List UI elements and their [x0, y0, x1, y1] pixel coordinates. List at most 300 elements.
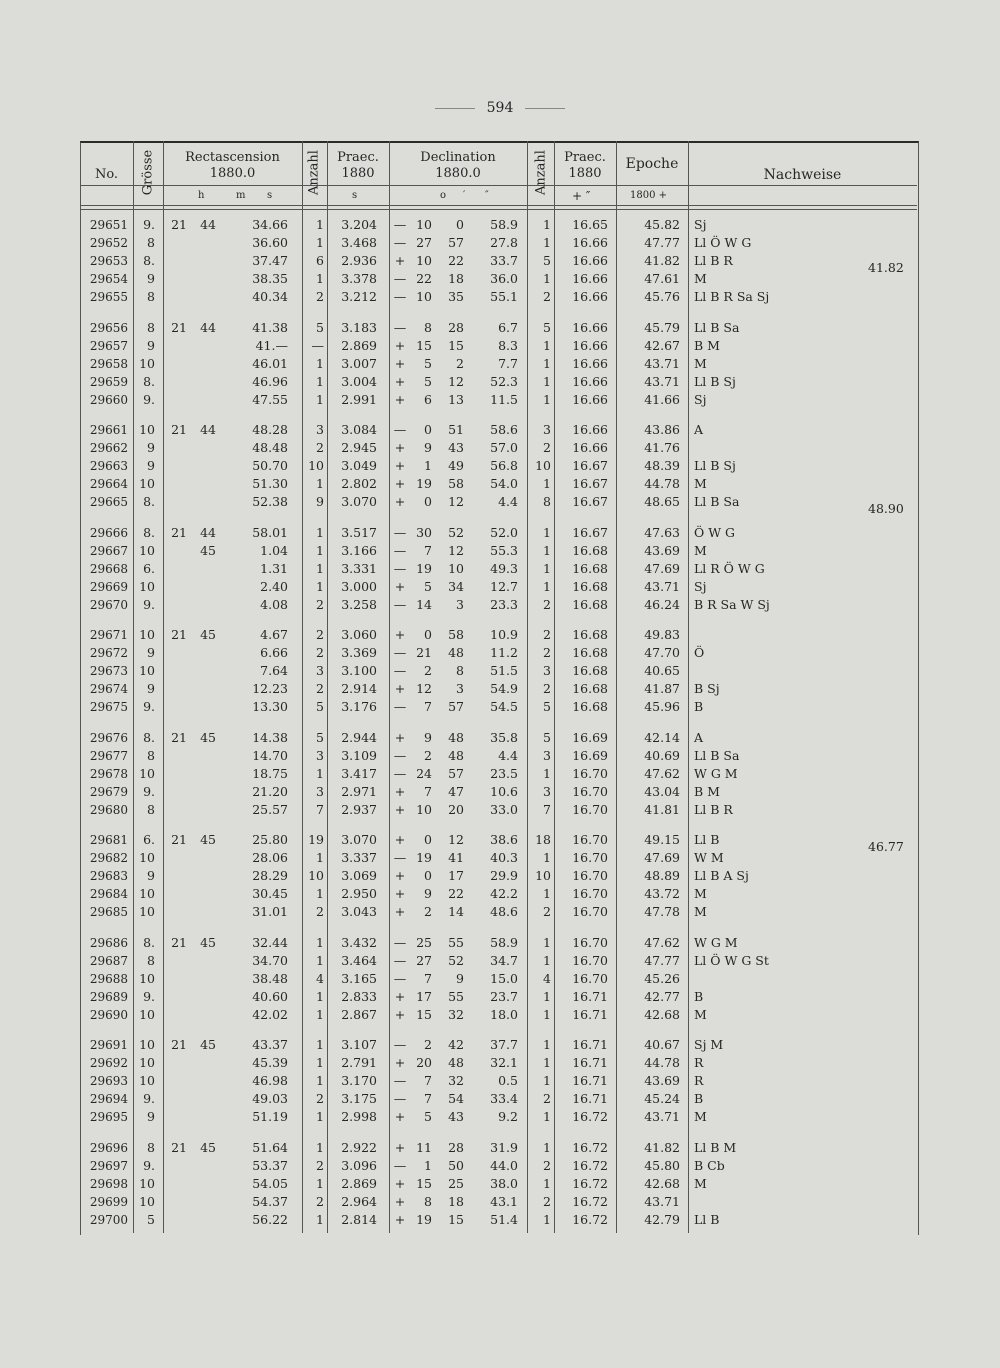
cell-no: 29679: [89, 784, 128, 799]
header-ra-epoch: 1880.0: [209, 166, 256, 181]
cell-ra-s: 28.06: [252, 850, 288, 865]
cell-anzahl: 1: [316, 886, 324, 901]
cell-praec-decl: 16.71: [572, 1073, 608, 1088]
cell-epoche: 43.71: [644, 1193, 680, 1209]
cell-praec-ra: 3.165: [341, 970, 377, 986]
cell-ra-s: 1.04: [260, 542, 288, 558]
cell-groesse: 9.: [143, 783, 155, 799]
cell-praec-decl: 16.72: [572, 1211, 608, 1227]
cell-decl-sign: —: [393, 747, 407, 763]
cell-epoche: 45.82: [644, 217, 680, 232]
cell-ra-s: 28.29: [252, 868, 288, 883]
cell-no: 29662: [89, 441, 128, 455]
cell-decl-min: 47: [448, 783, 464, 799]
cell-praec-decl: 16.68: [572, 627, 608, 642]
cell-praec-ra: 3.049: [341, 458, 377, 473]
cell-no: 29675: [89, 700, 128, 714]
cell-decl-sign: —: [393, 1157, 407, 1173]
cell-ra-s: 43.37: [252, 1037, 288, 1052]
cell-praec-decl: 16.67: [572, 458, 608, 473]
cell-anzahl: 10: [308, 868, 324, 883]
cell-nachweise: Ll B R: [694, 801, 733, 817]
cell-ra-s: 32.44: [252, 934, 288, 950]
cell-decl-sec: 52.3: [490, 373, 518, 389]
cell-praec-decl: 16.68: [572, 578, 608, 594]
cell-epoche: 47.77: [644, 235, 680, 250]
cell-praec-ra: 3.096: [341, 1157, 377, 1173]
cell-anzahl-2: 3: [543, 663, 551, 678]
cell-no: 29695: [89, 1110, 128, 1124]
cell-praec-ra: 3.170: [341, 1073, 377, 1088]
cell-epoche: 41.87: [644, 681, 680, 696]
cell-decl-min: 22: [448, 886, 464, 901]
cell-anzahl-2: 10: [535, 458, 551, 473]
cell-anzahl: 9: [316, 494, 324, 509]
cell-anzahl-2: 1: [543, 524, 551, 540]
cell-decl-deg: 25: [416, 934, 432, 950]
cell-decl-sign: —: [393, 952, 407, 968]
cell-decl-sec: 4.4: [498, 747, 518, 763]
cell-anzahl-2: 10: [535, 868, 551, 883]
header-praec-ra: Praec.: [337, 150, 379, 165]
cell-anzahl-2: 2: [543, 627, 551, 642]
cell-decl-sec: 56.8: [490, 458, 518, 473]
cell-decl-sign: +: [394, 1109, 406, 1124]
cell-ra-s: 52.38: [252, 494, 288, 509]
cell-praec-ra: 2.991: [341, 391, 377, 407]
cell-anzahl: 3: [316, 663, 324, 678]
cell-decl-sign: +: [394, 440, 406, 455]
cell-decl-sign: +: [394, 832, 406, 847]
cell-decl-sec: 48.6: [490, 904, 518, 919]
cell-decl-sign: —: [393, 1073, 407, 1088]
cell-decl-min: 17: [448, 868, 464, 883]
cell-groesse: 9.: [143, 217, 155, 232]
cell-nachweise: M: [694, 904, 707, 919]
cell-groesse: 10: [139, 422, 155, 437]
cell-groesse: 8: [147, 319, 155, 335]
cell-groesse: 9: [147, 868, 155, 883]
cell-decl-sign: —: [393, 765, 407, 781]
cell-groesse: 10: [139, 765, 155, 781]
cell-anzahl-2: 1: [543, 886, 551, 901]
cell-praec-decl: 16.71: [572, 1006, 608, 1022]
cell-decl-min: 51: [448, 422, 464, 437]
cell-anzahl: 1: [316, 1006, 324, 1022]
cell-groesse: 10: [139, 850, 155, 865]
cell-decl-sec: 43.1: [490, 1193, 518, 1209]
cell-decl-sign: +: [394, 729, 406, 745]
header-praec-ra-unit: s: [352, 190, 358, 201]
margin-note: 48.90: [868, 501, 904, 516]
header-nachweise: Nachweise: [763, 167, 842, 183]
cell-decl-min: 48: [448, 1055, 464, 1070]
cell-decl-sign: +: [394, 458, 406, 473]
cell-ra-s: 4.08: [260, 596, 288, 612]
cell-decl-sec: 54.0: [490, 476, 518, 491]
cell-anzahl-2: 1: [543, 542, 551, 558]
cell-decl-sign: +: [394, 1193, 406, 1209]
cell-no: 29661: [89, 423, 128, 437]
cell-decl-sec: 10.9: [490, 627, 518, 642]
cell-ra-s: 31.01: [252, 904, 288, 919]
cell-decl-deg: 19: [416, 560, 432, 576]
cell-nachweise: Ll B Sa: [694, 494, 740, 509]
cell-anzahl-2: 5: [543, 253, 551, 268]
cell-decl-sign: —: [393, 319, 407, 335]
cell-groesse: 8: [147, 952, 155, 968]
cell-no: 29667: [89, 543, 128, 558]
cell-decl-min: 54: [448, 1091, 464, 1106]
cell-epoche: 47.78: [644, 904, 680, 919]
cell-nachweise: B M: [694, 783, 720, 799]
cell-groesse: 9.: [143, 596, 155, 612]
cell-ra-s: 34.70: [252, 952, 288, 968]
cell-nachweise: M: [694, 1175, 707, 1191]
cell-praec-ra: 2.937: [341, 801, 377, 817]
cell-ra-s: 42.02: [252, 1006, 288, 1022]
cell-decl-deg: 5: [424, 1109, 432, 1124]
cell-decl-sec: 57.0: [490, 440, 518, 455]
cell-decl-min: 12: [448, 832, 464, 847]
cell-anzahl-2: 1: [543, 476, 551, 491]
cell-decl-sec: 51.4: [490, 1211, 518, 1227]
cell-anzahl: 1: [316, 373, 324, 389]
cell-ra-s: 18.75: [252, 765, 288, 781]
cell-groesse: 5: [147, 1211, 155, 1227]
cell-praec-ra: 3.100: [341, 663, 377, 678]
cell-decl-deg: 2: [424, 904, 432, 919]
cell-groesse: 8: [147, 289, 155, 304]
cell-decl-min: 43: [448, 440, 464, 455]
cell-decl-sec: 23.3: [490, 596, 518, 612]
cell-nachweise: M: [694, 886, 707, 901]
cell-praec-decl: 16.70: [572, 765, 608, 781]
cell-praec-decl: 16.66: [572, 440, 608, 455]
cell-decl-min: 34: [448, 578, 464, 594]
cell-decl-sec: 0.5: [498, 1073, 518, 1088]
cell-praec-decl: 16.72: [572, 1139, 608, 1155]
cell-anzahl: 1: [316, 1055, 324, 1070]
cell-decl-deg: 10: [416, 217, 432, 232]
cell-anzahl-2: 3: [543, 783, 551, 799]
cell-decl-sign: +: [394, 476, 406, 491]
cell-ra-s: 14.38: [252, 729, 288, 745]
cell-decl-sign: +: [394, 1211, 406, 1227]
cell-decl-deg: 14: [416, 596, 432, 612]
cell-decl-min: 58: [448, 476, 464, 491]
cell-anzahl: 6: [316, 253, 324, 268]
cell-anzahl-2: 18: [535, 832, 551, 847]
cell-praec-ra: 2.944: [341, 729, 377, 745]
cell-nachweise: W G M: [694, 934, 738, 950]
cell-praec-ra: 3.517: [341, 524, 377, 540]
cell-decl-sec: 32.1: [490, 1055, 518, 1070]
cell-no: 29652: [89, 236, 128, 250]
col-divider: [163, 141, 164, 1233]
cell-anzahl-2: 2: [543, 1193, 551, 1209]
cell-praec-ra: 2.964: [341, 1193, 377, 1209]
cell-groesse: 8.: [143, 729, 155, 745]
cell-nachweise: B: [694, 699, 704, 714]
cell-ra-h: 21: [171, 627, 187, 642]
cell-anzahl: 1: [316, 952, 324, 968]
cell-groesse: 9: [147, 440, 155, 455]
cell-nachweise: M: [694, 542, 707, 558]
cell-praec-decl: 16.70: [572, 970, 608, 986]
cell-decl-deg: 9: [424, 440, 432, 455]
cell-praec-decl: 16.68: [572, 645, 608, 660]
cell-decl-deg: 24: [416, 765, 432, 781]
cell-epoche: 44.78: [644, 476, 680, 491]
cell-nachweise: Ll Ö W G St: [694, 952, 769, 968]
cell-decl-min: 57: [448, 699, 464, 714]
cell-no: 29686: [89, 935, 128, 950]
cell-anzahl-2: 1: [543, 1109, 551, 1124]
cell-praec-decl: 16.70: [572, 783, 608, 799]
cell-epoche: 45.76: [644, 289, 680, 304]
cell-decl-min: 57: [448, 765, 464, 781]
cell-ra-h: 21: [171, 1139, 187, 1155]
cell-no: 29694: [89, 1092, 128, 1106]
cell-nachweise: Sj: [694, 391, 707, 407]
cell-praec-ra: 3.417: [341, 765, 377, 781]
cell-praec-ra: 3.432: [341, 934, 377, 950]
cell-ra-s: 51.19: [252, 1109, 288, 1124]
header-decl: Declination: [420, 150, 496, 165]
cell-epoche: 47.62: [644, 934, 680, 950]
cell-decl-deg: 10: [416, 289, 432, 304]
header-decl-epoch: 1880.0: [435, 166, 481, 181]
cell-no: 29659: [89, 374, 128, 389]
cell-decl-sec: 38.6: [490, 832, 518, 847]
cell-praec-ra: 3.337: [341, 850, 377, 865]
cell-ra-m: 44: [200, 319, 216, 335]
cell-anzahl: 1: [316, 1037, 324, 1052]
cell-decl-deg: 7: [424, 1091, 432, 1106]
cell-anzahl-2: 2: [543, 1157, 551, 1173]
cell-nachweise: W G M: [694, 765, 738, 781]
cell-praec-ra: 3.084: [341, 422, 377, 437]
cell-decl-sec: 29.9: [490, 868, 518, 883]
cell-decl-sec: 42.2: [490, 886, 518, 901]
cell-praec-ra: 3.331: [341, 560, 377, 576]
cell-groesse: 10: [139, 542, 155, 558]
cell-anzahl: 3: [316, 783, 324, 799]
cell-ra-s: 1.31: [260, 560, 288, 576]
cell-anzahl: 1: [316, 850, 324, 865]
cell-decl-min: 43: [448, 1109, 464, 1124]
cell-praec-ra: 3.166: [341, 542, 377, 558]
cell-epoche: 41.76: [644, 440, 680, 455]
cell-nachweise: Ö: [694, 645, 705, 660]
cell-decl-deg: 15: [416, 1175, 432, 1191]
cell-decl-deg: 7: [424, 1073, 432, 1088]
cell-praec-decl: 16.70: [572, 904, 608, 919]
cell-epoche: 47.63: [644, 524, 680, 540]
cell-decl-sec: 38.0: [490, 1175, 518, 1191]
cell-decl-min: 3: [456, 596, 464, 612]
cell-decl-sec: 11.5: [490, 391, 518, 407]
header-decl-unit-deg: o: [440, 190, 447, 201]
cell-groesse: 10: [139, 970, 155, 986]
cell-decl-sec: 51.5: [490, 663, 518, 678]
cell-no: 29682: [89, 851, 128, 865]
cell-decl-min: 42: [448, 1037, 464, 1052]
cell-ra-h: 21: [171, 1037, 187, 1052]
cell-praec-decl: 16.70: [572, 832, 608, 847]
cell-anzahl: 2: [316, 596, 324, 612]
header-ra-unit-m: m: [236, 190, 246, 201]
cell-groesse: 9.: [143, 1157, 155, 1173]
cell-decl-sec: 54.5: [490, 699, 518, 714]
header-anzahl-2: Anzahl: [533, 150, 549, 195]
cell-nachweise: R: [694, 1073, 704, 1088]
cell-decl-sign: —: [393, 271, 407, 286]
cell-nachweise: A: [694, 729, 704, 745]
cell-ra-s: 37.47: [252, 253, 288, 268]
cell-decl-sec: 33.4: [490, 1091, 518, 1106]
cell-ra-m: 45: [200, 542, 216, 558]
header-bottom-rule-double: [80, 209, 917, 210]
cell-decl-sign: +: [394, 681, 406, 696]
cell-ra-m: 45: [200, 729, 216, 745]
cell-decl-sign: +: [394, 494, 406, 509]
cell-praec-decl: 16.68: [572, 663, 608, 678]
cell-decl-deg: 15: [416, 337, 432, 353]
cell-decl-deg: 5: [424, 355, 432, 371]
cell-nachweise: B Cb: [694, 1157, 725, 1173]
cell-decl-sign: +: [394, 1175, 406, 1191]
cell-ra-m: 45: [200, 832, 216, 847]
cell-ra-m: 44: [200, 422, 216, 437]
cell-decl-deg: 0: [424, 868, 432, 883]
cell-no: 29690: [89, 1007, 128, 1022]
cell-epoche: 41.82: [644, 1139, 680, 1155]
cell-epoche: 43.86: [644, 422, 680, 437]
cell-ra-s: 41.38: [252, 319, 288, 335]
cell-decl-deg: 9: [424, 729, 432, 745]
cell-anzahl: 2: [316, 681, 324, 696]
cell-ra-s: 48.28: [252, 422, 288, 437]
cell-anzahl: 2: [316, 1157, 324, 1173]
cell-praec-decl: 16.67: [572, 476, 608, 491]
cell-anzahl: 5: [316, 699, 324, 714]
cell-decl-deg: 30: [416, 524, 432, 540]
cell-groesse: 9: [147, 1109, 155, 1124]
cell-ra-s: 48.48: [252, 440, 288, 455]
cell-decl-min: 20: [448, 801, 464, 817]
cell-ra-s: 51.64: [252, 1139, 288, 1155]
cell-anzahl-2: 1: [543, 1175, 551, 1191]
cell-ra-s: 49.03: [252, 1091, 288, 1106]
cell-groesse: 10: [139, 476, 155, 491]
cell-decl-sec: 40.3: [490, 850, 518, 865]
cell-groesse: 8.: [143, 373, 155, 389]
cell-anzahl-2: 1: [543, 952, 551, 968]
cell-ra-s: 51.30: [252, 476, 288, 491]
cell-ra-s: 40.60: [252, 988, 288, 1004]
cell-ra-s: 46.01: [252, 355, 288, 371]
cell-praec-ra: 3.204: [341, 217, 377, 232]
cell-praec-decl: 16.70: [572, 952, 608, 968]
cell-anzahl-2: 5: [543, 729, 551, 745]
cell-anzahl-2: 4: [543, 970, 551, 986]
cell-ra-s: 53.37: [252, 1157, 288, 1173]
header-groesse: Grösse: [140, 149, 156, 196]
cell-decl-deg: 9: [424, 886, 432, 901]
cell-groesse: 8.: [143, 934, 155, 950]
cell-decl-deg: 2: [424, 663, 432, 678]
cell-no: 29671: [89, 628, 128, 642]
cell-ra-m: 45: [200, 627, 216, 642]
cell-groesse: 10: [139, 663, 155, 678]
cell-praec-decl: 16.70: [572, 868, 608, 883]
cell-epoche: 45.80: [644, 1157, 680, 1173]
margin-note: 41.82: [868, 260, 904, 275]
cell-praec-ra: 3.109: [341, 747, 377, 763]
cell-groesse: 10: [139, 355, 155, 371]
cell-decl-deg: 12: [416, 681, 432, 696]
cell-no: 29687: [89, 953, 128, 968]
margin-note: 46.77: [868, 839, 904, 854]
page-number: 594: [486, 100, 514, 116]
cell-anzahl-2: 1: [543, 1055, 551, 1070]
cell-epoche: 47.61: [644, 271, 680, 286]
cell-praec-decl: 16.70: [572, 850, 608, 865]
cell-decl-sec: 10.6: [490, 783, 518, 799]
cell-groesse: 10: [139, 1193, 155, 1209]
cell-praec-decl: 16.71: [572, 1091, 608, 1106]
cell-praec-ra: 2.814: [341, 1211, 377, 1227]
cell-decl-min: 52: [448, 524, 464, 540]
cell-decl-min: 28: [448, 319, 464, 335]
cell-groesse: 9.: [143, 699, 155, 714]
cell-decl-min: 32: [448, 1073, 464, 1088]
cell-decl-min: 15: [448, 1211, 464, 1227]
cell-decl-sec: 37.7: [490, 1037, 518, 1052]
cell-anzahl: —: [311, 337, 324, 353]
cell-no: 29656: [89, 320, 128, 335]
cell-epoche: 42.79: [644, 1211, 680, 1227]
cell-praec-decl: 16.65: [572, 217, 608, 232]
cell-groesse: 10: [139, 904, 155, 919]
cell-groesse: 10: [139, 1006, 155, 1022]
cell-praec-ra: 2.950: [341, 886, 377, 901]
cell-decl-min: 57: [448, 235, 464, 250]
cell-decl-deg: 27: [416, 235, 432, 250]
cell-decl-deg: 6: [424, 391, 432, 407]
cell-praec-decl: 16.66: [572, 391, 608, 407]
cell-anzahl: 2: [316, 1091, 324, 1106]
cell-decl-sign: +: [394, 337, 406, 353]
cell-decl-deg: 0: [424, 627, 432, 642]
cell-nachweise: B: [694, 1091, 704, 1106]
cell-praec-decl: 16.71: [572, 1037, 608, 1052]
cell-no: 29673: [89, 664, 128, 678]
cell-decl-min: 0: [456, 217, 464, 232]
cell-groesse: 8.: [143, 494, 155, 509]
cell-anzahl: 2: [316, 1193, 324, 1209]
divider: [525, 108, 565, 109]
cell-anzahl: 1: [316, 560, 324, 576]
cell-groesse: 8: [147, 235, 155, 250]
cell-anzahl: 2: [316, 645, 324, 660]
header-decl-unit-sec: ″: [485, 190, 489, 201]
cell-decl-min: 25: [448, 1175, 464, 1191]
cell-anzahl-2: 1: [543, 373, 551, 389]
cell-groesse: 8: [147, 801, 155, 817]
